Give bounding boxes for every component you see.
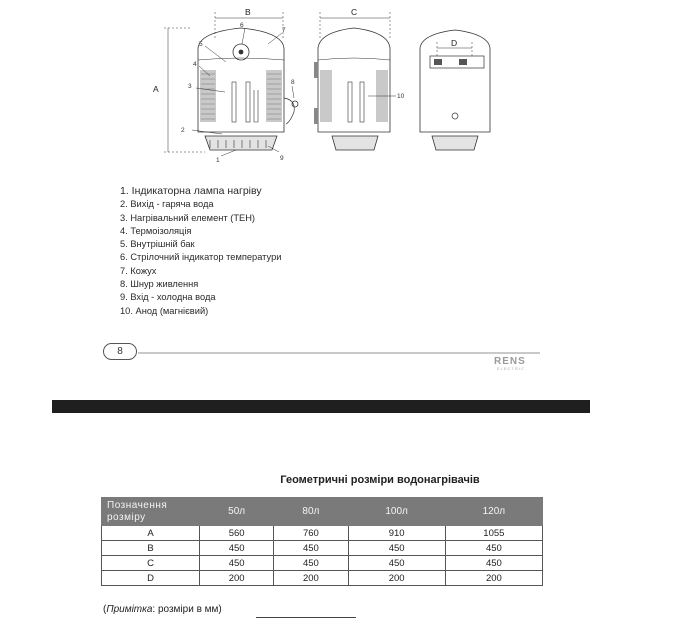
note-underline: [256, 617, 356, 618]
table-cell: 450: [348, 556, 445, 571]
page-footer-rule: [138, 352, 540, 354]
table-cell: 200: [200, 571, 274, 586]
brand-logo-subtitle: ELECTRIC: [497, 366, 525, 371]
table-cell: 450: [200, 556, 274, 571]
table-cell: 1055: [445, 526, 542, 541]
callout-1: 1: [216, 157, 220, 164]
callout-5: 5: [199, 41, 203, 48]
callout-10: 10: [397, 93, 405, 100]
row-label: B: [102, 541, 200, 556]
table-cell: 200: [348, 571, 445, 586]
legend-item: 8. Шнур живлення: [120, 279, 199, 290]
table-cell: 200: [445, 571, 542, 586]
dimensions-table: [101, 497, 543, 586]
header-volume: 50л: [200, 498, 274, 526]
header-designation-line2: розміру: [107, 511, 146, 523]
table-title: Геометричні розміри водонагрівачів: [280, 474, 480, 486]
legend-item: 6. Стрілочний індикатор температури: [120, 252, 282, 263]
header-volume: 80л: [274, 498, 348, 526]
legend-item: 5. Внутрішній бак: [120, 239, 195, 250]
header-volume: 120л: [445, 498, 542, 526]
parts-legend: [120, 185, 281, 318]
side-view: [314, 12, 396, 150]
table-cell: 560: [200, 526, 274, 541]
table-note: [103, 604, 222, 615]
header-volume: 100л: [348, 498, 445, 526]
table-cell: 200: [274, 571, 348, 586]
callout-7: 7: [282, 27, 286, 34]
legend-item: 9. Вхід - холодна вода: [120, 292, 216, 303]
dim-label-b: B: [245, 7, 251, 17]
legend-item: 3. Нагрівальний елемент (ТЕН): [120, 212, 256, 223]
row-label: A: [102, 526, 200, 541]
header-designation: [102, 498, 200, 526]
note-open: (: [103, 604, 107, 615]
note-text: : розміри в мм): [152, 604, 222, 615]
row-label: C: [102, 556, 200, 571]
water-heater-diagram: [0, 0, 680, 175]
dim-label-d: D: [451, 38, 458, 48]
table-cell: 910: [348, 526, 445, 541]
callout-9: 9: [280, 155, 284, 162]
table-cell: 450: [445, 556, 542, 571]
table-cell: 450: [348, 541, 445, 556]
table-cell: 450: [274, 541, 348, 556]
header-designation-line1: Позначення: [107, 499, 168, 511]
table-cell: 450: [274, 556, 348, 571]
callout-3: 3: [188, 83, 192, 90]
callout-6: 6: [240, 22, 244, 29]
table-cell: 450: [445, 541, 542, 556]
table-row: [102, 526, 543, 541]
table-row: [102, 571, 543, 586]
legend-item: 2. Вихід - гаряча вода: [120, 199, 214, 210]
legend-item: 7. Кожух: [120, 265, 157, 276]
table-cell: 760: [274, 526, 348, 541]
row-label: D: [102, 571, 200, 586]
legend-item: 4. Термоізоляція: [120, 225, 192, 236]
dim-label-a: A: [153, 84, 159, 94]
table-row: [102, 541, 543, 556]
table-row: [102, 556, 543, 571]
callout-4: 4: [193, 61, 197, 68]
front-view: [164, 12, 298, 156]
brand-logo: RENS: [494, 356, 526, 367]
callout-8: 8: [291, 79, 295, 86]
page-divider-band: [52, 400, 590, 413]
back-view: [420, 30, 490, 150]
callout-2: 2: [181, 127, 185, 134]
note-label: Примітка: [106, 604, 153, 615]
legend-item: 10. Анод (магнієвий): [120, 305, 209, 316]
table-header-row: [102, 498, 543, 526]
dim-label-c: C: [351, 7, 358, 17]
page-number: 8: [103, 343, 137, 360]
table-cell: 450: [200, 541, 274, 556]
legend-item: 1. Індикаторна лампа нагріву: [120, 185, 262, 197]
